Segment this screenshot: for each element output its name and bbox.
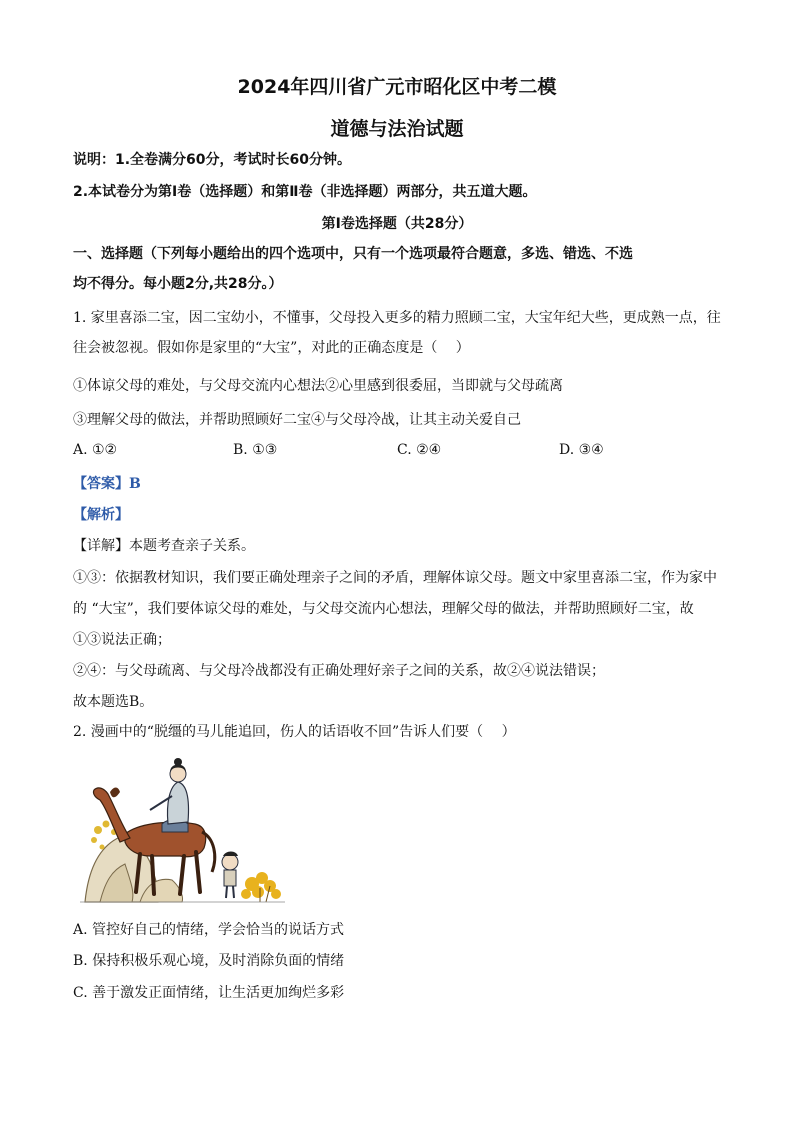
analysis-label: 【解析】: [73, 507, 129, 523]
q1-option-b: B. ①③: [233, 442, 278, 458]
note-line-2: 2.本试卷分为第Ⅰ卷（选择题）和第Ⅱ卷（非选择题）两部分，共五道大题。: [73, 184, 537, 200]
q1-option-d: D. ③④: [559, 442, 604, 458]
explanation-line-3: ①③说法正确；: [73, 632, 171, 648]
detail-line: 【详解】本题考查亲子关系。: [73, 538, 255, 554]
cartoon-image: [80, 752, 285, 907]
q2-stem: 2. 漫画中的“脱缰的马儿能追回，伤人的话语收不回”告诉人们要（ ）: [73, 724, 516, 740]
q1-answer: [73, 474, 141, 494]
q1-option-c: C. ②④: [397, 442, 442, 458]
exam-title: 2024年四川省广元市昭化区中考二模: [237, 76, 557, 98]
q1-statement-line-2: ③理解父母的做法，并帮助照顾好二宝④与父母冷战，让其主动关爱自己: [73, 412, 521, 428]
q1-statement-line-1: ①体谅父母的难处，与父母交流内心想法②心里感到很委屈，当即就与父母疏离: [73, 378, 563, 394]
q2-option-a: A. 管控好自己的情绪，学会恰当的说话方式: [73, 922, 345, 938]
explanation-line-4: ②④：与父母疏离、与父母冷战都没有正确处理好亲子之间的关系，故②④说法错误；: [73, 663, 605, 679]
explanation-line-1: ①③：依据教材知识，我们要正确处理亲子之间的矛盾，理解体谅父母。题文中家里喜添二宝，作为家中: [73, 570, 717, 586]
q2-option-c: C. 善于激发正面情绪，让生活更加绚烂多彩: [73, 985, 345, 1001]
q1-option-a: A. ①②: [73, 442, 118, 458]
explanation-line-2: 的 “大宝”，我们要体谅父母的难处，与父母交流内心想法，理解父母的做法，并帮助照顾好二宝，故: [73, 601, 694, 617]
q1-stem-line-1: 1. 家里喜添二宝，因二宝幼小，不懂事，父母投入更多的精力照顾二宝，大宝年纪大些，更成熟一点，往: [73, 310, 721, 326]
note-line-1: 说明：1.全卷满分60分，考试时长60分钟。: [73, 152, 352, 168]
exam-subtitle: 道德与法治试题: [330, 118, 464, 140]
section-heading: 第Ⅰ卷选择题（共28分）: [321, 216, 473, 232]
explanation-line-5: 故本题选B。: [73, 694, 154, 710]
section-instruction-1: 一、选择题（下列每小题给出的四个选项中，只有一个选项最符合题意，多选、错选、不选: [73, 246, 633, 262]
q1-stem-line-2: 往会被忽视。假如你是家里的“大宝”，对此的正确态度是（ ）: [73, 340, 470, 356]
q2-option-b: B. 保持积极乐观心境，及时消除负面的情绪: [73, 953, 345, 969]
section-instruction-2: 均不得分。每小题2分,共28分。）: [73, 276, 283, 292]
answer-label: 【答案】B: [73, 476, 141, 492]
